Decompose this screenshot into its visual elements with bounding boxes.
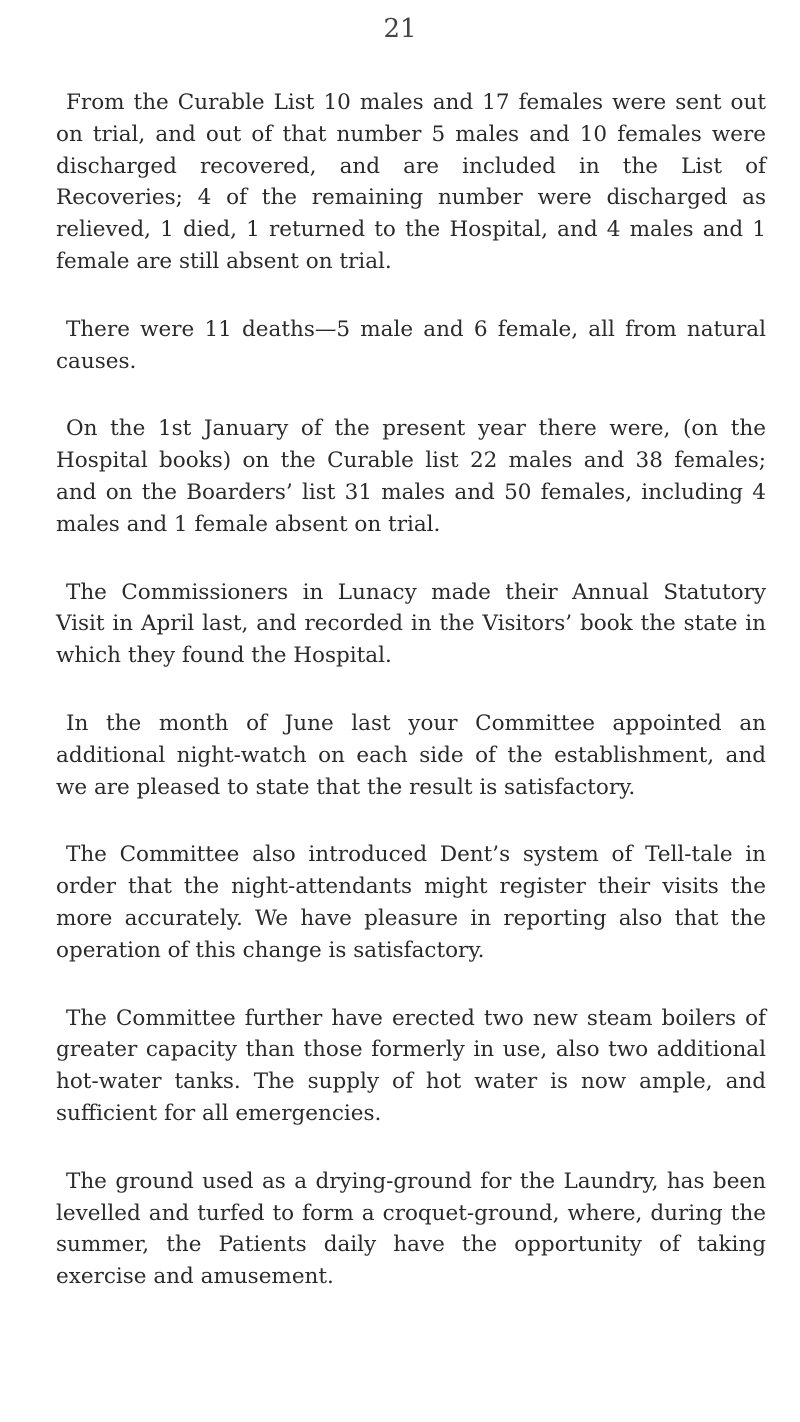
body-text (56, 87, 766, 1293)
paragraph-commissioners-visit: The Commissioners in Lunacy made their Annual Statutory Visit in April last, and recorded in the Visitors’ book the state in which they found the Hospital. (56, 579, 766, 669)
paragraph-steam-boilers: The Committee further have erected two new steam boilers of greater capacity than those formerly in use, also two additional hot-water tanks. The supply of hot water is now ample, and sufficient for all emergencies. (56, 1005, 766, 1126)
page-number: 21 (383, 14, 417, 44)
paragraph-night-watch: In the month of June last your Committee appointed an additional night-watch on each side of the establishment, and we are pleased to state that the result is satisfactory. (56, 710, 766, 800)
paragraph-deaths: There were 11 deaths—5 male and 6 female, all from natural causes. (56, 316, 766, 374)
paragraph-curable-list-trials: From the Curable List 10 males and 17 females were sent out on trial, and out of that number 5 males and 10 females were discharged recovered, and are included in the List of Recoveries; 4 of the remaining number were discharged as relieved, 1 died, 1 returned to the Hospital, and 4 males and 1 female are still absent on trial. (56, 90, 766, 274)
paragraph-croquet-ground: The ground used as a drying-ground for the Laundry, has been levelled and turfed to form a croquet-ground, where, during the summer, the Patients daily have the opportunity of taking exercise and amusement. (56, 1168, 766, 1290)
paragraph-january-census: On the 1st January of the present year there were, (on the Hospital books) on the Curable list 22 males and 38 females; and on the Boarders’ list 31 males and 50 females, including 4 males and 1 female absent on trial. (56, 416, 766, 537)
paragraph-tell-tale-system: The Committee also introduced Dent’s system of Tell-tale in order that the night-attendants might register their visits the more accurately. We have pleasure in reporting also that the operation of this change is satisfactory. (56, 842, 766, 963)
